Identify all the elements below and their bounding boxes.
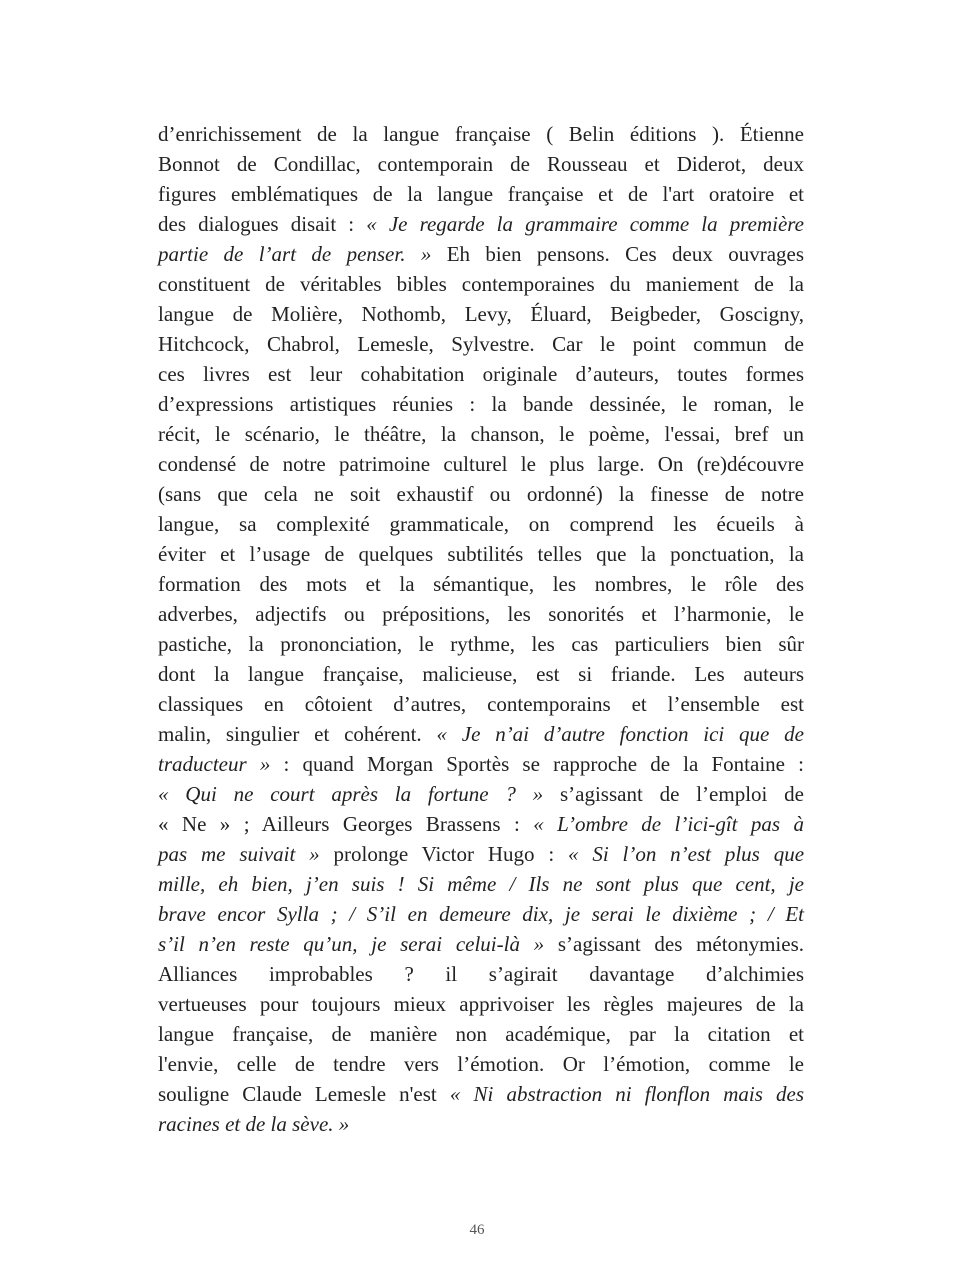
quotation: partie de l’art de penser. » (158, 242, 432, 266)
text-segment: formation des mots et la sémantique, les nombres, le rôle des (158, 572, 804, 596)
text-line (158, 269, 804, 299)
text-segment: d’expressions artistiques réunies : la bande dessinée, le roman, le (158, 392, 804, 416)
quotation: pas me suivait » (158, 842, 320, 866)
text-line (158, 899, 804, 929)
text-line (158, 749, 804, 779)
text-line (158, 659, 804, 689)
text-segment: : quand Morgan Sportès se rapproche de la Fontaine : (270, 752, 804, 776)
text-line (158, 989, 804, 1019)
text-segment: l'envie, celle de tendre vers l’émotion. Or l’émotion, comme le (158, 1052, 804, 1076)
text-segment: condensé de notre patrimoine culturel le plus large. On (re)découvre (158, 452, 804, 476)
text-line (158, 1019, 804, 1049)
text-line (158, 509, 804, 539)
text-line (158, 569, 804, 599)
quotation: « Je regarde la grammaire comme la première (366, 212, 804, 236)
quotation: « Si l’on n’est plus que (568, 842, 805, 866)
quotation: « L’ombre de l’ici-gît pas à (533, 812, 805, 836)
quotation: s’il n’en reste qu’un, je serai celui-là » (158, 932, 545, 956)
text-line (158, 869, 804, 899)
text-line (158, 179, 804, 209)
quotation: « Je n’ai d’autre fonction ici que de (436, 722, 804, 746)
text-line (158, 419, 804, 449)
text-line (158, 119, 804, 149)
text-line (158, 239, 804, 269)
text-line (158, 539, 804, 569)
text-segment: s’agissant des métonymies. (544, 932, 805, 956)
text-segment: langue de Molière, Nothomb, Levy, Éluard, Beigbeder, Goscigny, (158, 302, 804, 326)
text-segment: éviter et l’usage de quelques subtilités telles que la ponctuation, la (158, 542, 804, 566)
text-line (158, 299, 804, 329)
text-line (158, 839, 804, 869)
text-line (158, 1109, 804, 1139)
text-line (158, 449, 804, 479)
text-segment: dont la langue française, malicieuse, est si friande. Les auteurs (158, 662, 804, 686)
text-segment: (sans que cela ne soit exhaustif ou ordonné) la finesse de notre (158, 482, 804, 506)
text-line (158, 929, 804, 959)
text-segment: ces livres est leur cohabitation originale d’auteurs, toutes formes (158, 362, 804, 386)
text-segment: figures emblématiques de la langue française et de l'art oratoire et (158, 182, 804, 206)
text-line (158, 629, 804, 659)
text-segment: Hitchcock, Chabrol, Lemesle, Sylvestre. Car le point commun de (158, 332, 804, 356)
quotation: racines et de la sève. » (158, 1112, 350, 1136)
text-segment: prolonge Victor Hugo : (319, 842, 569, 866)
text-segment: récit, le scénario, le théâtre, la chanson, le poème, l'essai, bref un (158, 422, 804, 446)
text-line (158, 329, 804, 359)
text-segment: Bonnot de Condillac, contemporain de Rousseau et Diderot, deux (158, 152, 804, 176)
text-line (158, 149, 804, 179)
text-line (158, 479, 804, 509)
page-number: 46 (469, 1222, 485, 1238)
text-segment: d’enrichissement de la langue française ( Belin éditions ). Étienne (158, 122, 804, 146)
body-text (158, 119, 804, 1139)
text-line (158, 1079, 804, 1109)
quotation: traducteur » (158, 752, 271, 776)
text-segment: langue française, de manière non académique, par la citation et (158, 1022, 804, 1046)
text-line (158, 809, 804, 839)
text-segment: malin, singulier et cohérent. (158, 722, 437, 746)
text-segment: « Ne » ; Ailleurs Georges Brassens : (158, 812, 534, 836)
text-line (158, 959, 804, 989)
text-segment: Eh bien pensons. Ces deux ouvrages (431, 242, 805, 266)
text-segment: langue, sa complexité grammaticale, on comprend les écueils à (158, 512, 804, 536)
text-segment: adverbes, adjectifs ou prépositions, les sonorités et l’harmonie, le (158, 602, 804, 626)
text-segment: souligne Claude Lemesle n'est (158, 1082, 450, 1106)
text-segment: vertueuses pour toujours mieux apprivoiser les règles majeures de la (158, 992, 804, 1016)
text-segment: Alliances improbables ? il s’agirait davantage d’alchimies (158, 962, 804, 986)
text-line (158, 779, 804, 809)
text-segment: des dialogues disait : (158, 212, 367, 236)
quotation: mille, eh bien, j’en suis ! Si même / Ils ne sont plus que cent, je (158, 872, 804, 896)
quotation: « Qui ne court après la fortune ? » (158, 782, 544, 806)
text-segment: constituent de véritables bibles contemporaines du maniement de la (158, 272, 804, 296)
quotation: brave encor Sylla ; / S’il en demeure dix, je serai le dixième ; / Et (158, 902, 804, 926)
text-line (158, 719, 804, 749)
text-line (158, 689, 804, 719)
quotation: « Ni abstraction ni flonflon mais des (449, 1082, 804, 1106)
text-segment: classiques en côtoient d’autres, contemporains et l’ensemble est (158, 692, 804, 716)
text-line (158, 1049, 804, 1079)
text-line (158, 359, 804, 389)
text-segment: pastiche, la prononciation, le rythme, les cas particuliers bien sûr (158, 632, 804, 656)
text-segment: s’agissant de l’emploi de (543, 782, 804, 806)
text-line (158, 209, 804, 239)
text-line (158, 389, 804, 419)
text-line (158, 599, 804, 629)
